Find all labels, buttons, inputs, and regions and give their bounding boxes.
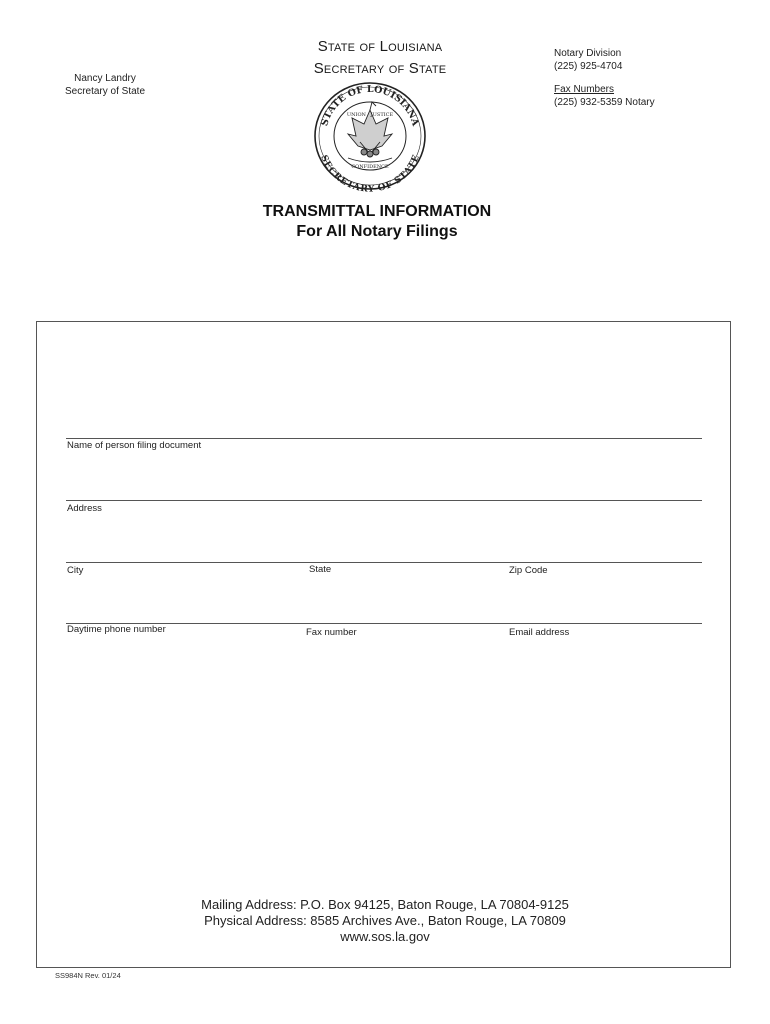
name-label: Name of person filing document bbox=[67, 440, 202, 451]
zip-label: Zip Code bbox=[509, 565, 548, 576]
office-name: Secretary of State bbox=[313, 60, 447, 77]
city-state-zip-line[interactable] bbox=[66, 562, 702, 563]
fax-notary: (225) 932-5359 Notary bbox=[554, 96, 655, 108]
address-footer bbox=[100, 897, 670, 945]
seal-bottom-text: SECRETARY OF STATE bbox=[318, 153, 422, 192]
physical-address: Physical Address: 8585 Archives Ave., Baton Rouge, LA 70809 bbox=[204, 913, 566, 928]
email-label: Email address bbox=[509, 627, 570, 638]
division-phone: (225) 925-4704 bbox=[554, 60, 623, 72]
seal-motto: UNION · JUSTICE bbox=[346, 112, 394, 118]
seal-top-text: STATE OF LOUISIANA bbox=[319, 83, 421, 128]
address-line[interactable] bbox=[66, 500, 702, 501]
official-block bbox=[40, 72, 170, 98]
fax-label: Fax number bbox=[306, 627, 357, 638]
fax-heading: Fax Numbers bbox=[554, 84, 615, 95]
city-label: City bbox=[67, 565, 84, 576]
name-line[interactable] bbox=[66, 438, 702, 439]
website-link[interactable]: www.sos.la.gov bbox=[340, 929, 430, 944]
form-title bbox=[200, 202, 554, 242]
mailing-address: Mailing Address: P.O. Box 94125, Baton Rouge, LA 70804-9125 bbox=[201, 897, 569, 912]
address-label: Address bbox=[67, 503, 102, 514]
title-line-1: TRANSMITTAL INFORMATION bbox=[262, 203, 492, 220]
official-title: Secretary of State bbox=[64, 86, 146, 97]
division-name: Notary Division bbox=[554, 48, 622, 59]
seal-motto2: CONFIDENCE bbox=[351, 164, 389, 170]
form-box bbox=[36, 321, 731, 968]
phone-label: Daytime phone number bbox=[67, 624, 166, 635]
form-revision: SS984N Rev. 01/24 bbox=[55, 971, 121, 980]
official-name: Nancy Landry bbox=[74, 73, 136, 84]
letterhead-title bbox=[250, 36, 510, 80]
state-seal-icon bbox=[312, 80, 428, 192]
svg-text:SECRETARY OF STATE bbox=[318, 154, 422, 192]
state-label: State bbox=[309, 564, 332, 575]
contact-block bbox=[554, 48, 655, 109]
title-line-2: For All Notary Filings bbox=[296, 223, 458, 240]
state-name: State of Louisiana bbox=[317, 38, 443, 55]
